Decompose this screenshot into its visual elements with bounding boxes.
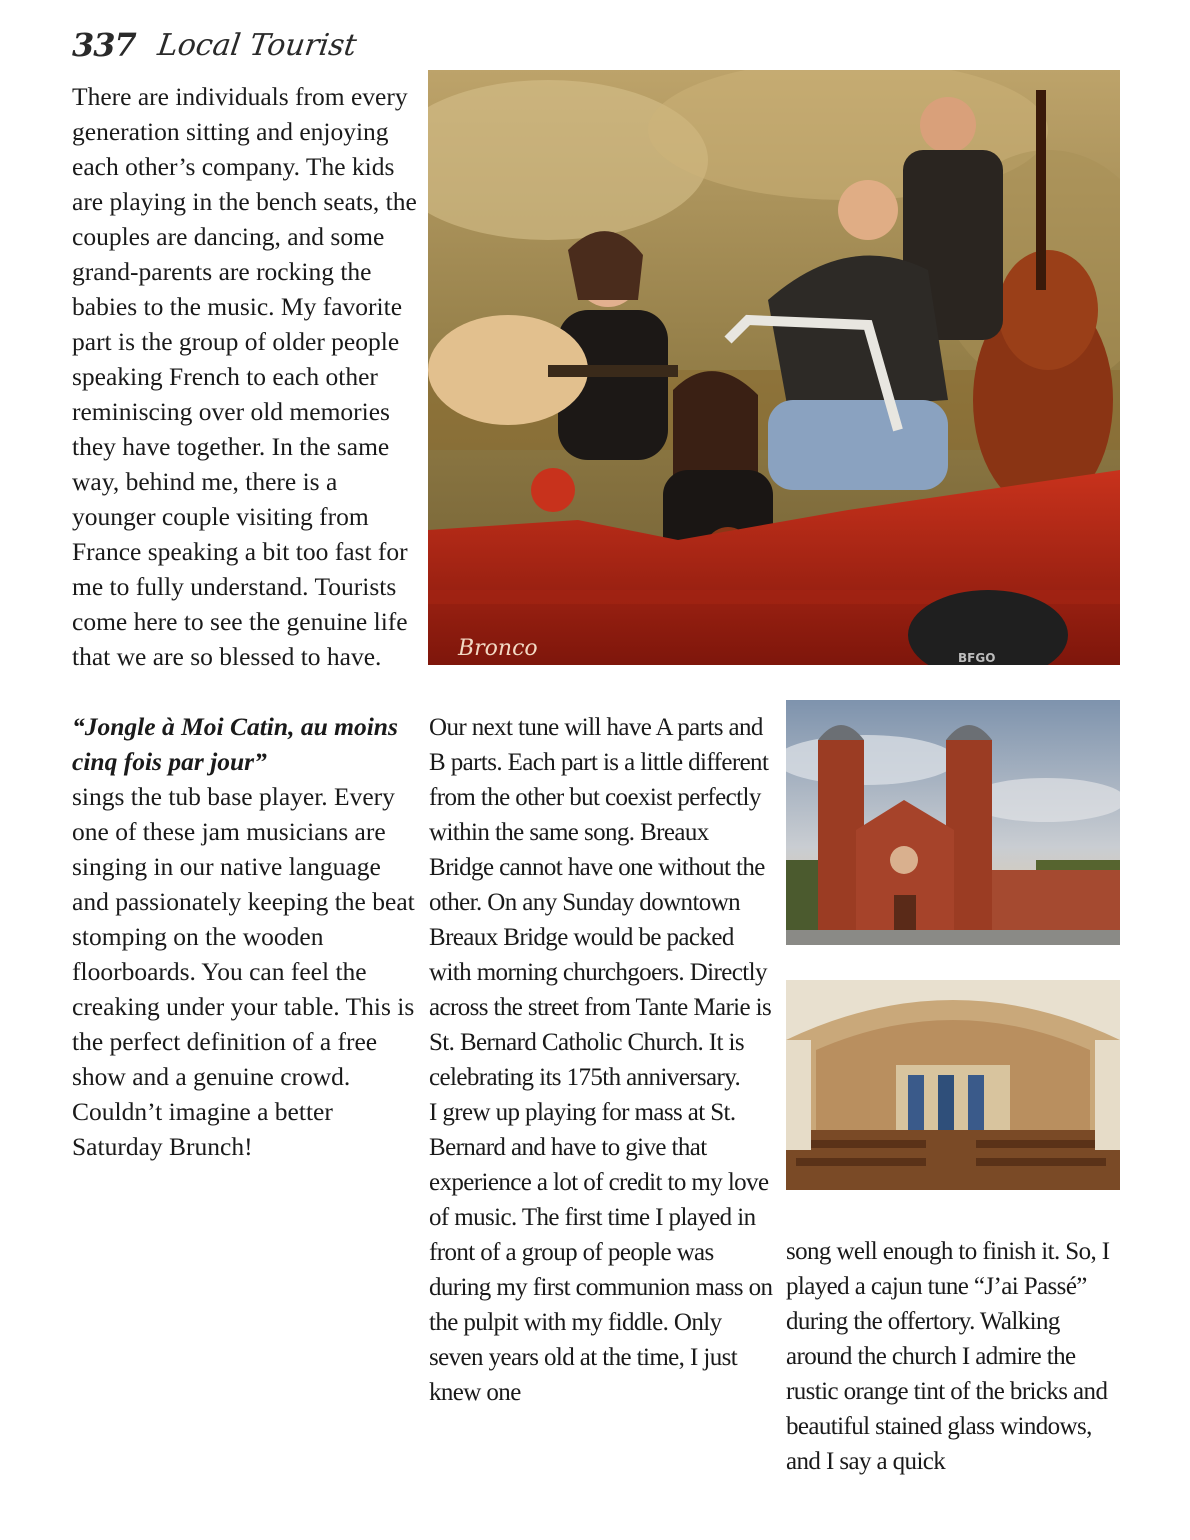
page-number: 337 — [72, 26, 136, 64]
column2-paragraph-2: I grew up playing for mass at St. Bernard and have to give that experience a lot of credit to my love of music. The first time I played in front of a group of people was during my first communion mass on the pulpit with my fiddle. Only seven years old at the time, I just knew one — [429, 1099, 773, 1406]
article-column-3 — [786, 1234, 1126, 1479]
church-interior-photo — [786, 980, 1120, 1190]
band-photo — [428, 70, 1120, 665]
tire-lettering: BFGO — [958, 651, 996, 665]
vehicle-badge: Bronco — [458, 636, 538, 661]
magazine-brand: Local Tourist — [155, 27, 359, 63]
column3-paragraph-1: song well enough to finish it. So, I played a cajun tune “J’ai Passé” during the offertory. Walking around the church I admire the rustic orange tint of the bricks and beautiful stained glass windows, and I say a quick — [786, 1238, 1110, 1475]
page-header — [72, 20, 359, 70]
column1-paragraph-2: sings the tub base player. Every one of these jam musicians are singing in our native language and passionately keeping the beat stomping on the wooden floorboards. You can feel the creaking under your table. This is the perfect definition of a free show and a genuine crowd. Couldn’t imagine a better Saturday Brunch! — [72, 782, 415, 1161]
column2-paragraph-1: Our next tune will have A parts and B parts. Each part is a little different from the other but coexist perfectly within the same song. Breaux Bridge cannot have one without the other. On any Sunday downtown Breaux Bridge would be packed with morning churchgoers. Directly across the street from Tante Marie is St. Bernard Catholic Church. It is celebrating its 175th anniversary. — [429, 714, 772, 1091]
article-column-1 — [72, 79, 422, 1164]
church-exterior-photo — [786, 700, 1120, 945]
column1-quote: “Jongle à Moi Catin, au moins cinq fois par jour” — [72, 712, 398, 776]
paragraph-gap — [72, 674, 422, 709]
column1-paragraph-1: There are individuals from every generation sitting and enjoying each other’s company. The kids are playing in the bench seats, the couples are dancing, and some grand-parents are rocking the babies to the music. My favorite part is the group of older people speaking French to each other reminiscing over old memories they have together. In the same way, behind me, there is a younger couple visiting from France speaking a bit too fast for me to fully understand. Tourists come here to see the genuine life that we are so blessed to have. — [72, 82, 417, 671]
article-column-2 — [429, 710, 774, 1410]
